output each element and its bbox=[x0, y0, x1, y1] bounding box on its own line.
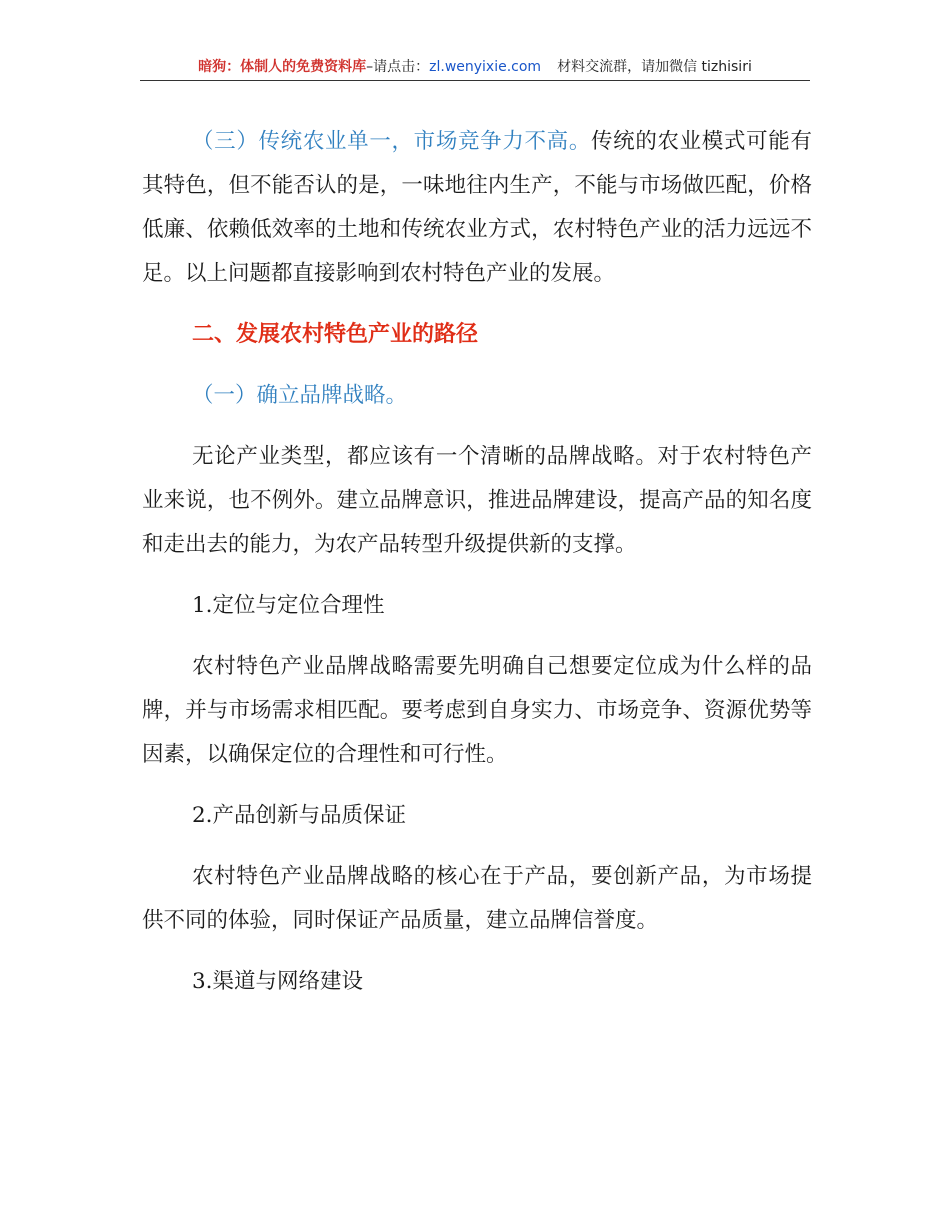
section-3-body: 传统的农业模式可能有其特色，但不能否认的是，一味地往内生产，不能与市场做匹配，价格低廉、依赖低效率的土地和传统农业方式，农村特色产业的活力远远不足。以上问题都直接影响到农村特色产业的发展。 bbox=[142, 129, 812, 286]
header-link[interactable]: zl.wenyixie.com bbox=[429, 59, 542, 75]
brand-strategy-title: （一）确立品牌战略。 bbox=[192, 383, 408, 408]
item-3-title: 3.渠道与网络建设 bbox=[192, 969, 364, 994]
item-2-title: 2.产品创新与品质保证 bbox=[192, 803, 407, 828]
header-brand: 暗狗：体制人的免费资料库 bbox=[198, 59, 367, 75]
header-prompt: –请点击： bbox=[366, 59, 430, 75]
item-1-body: 农村特色产业品牌战略需要先明确自己想要定位成为什么样的品牌，并与市场需求相匹配。要考虑到自身实力、市场竞争、资源优势等因素，以确保定位的合理性和可行性。 bbox=[142, 654, 812, 767]
chapter-2-heading: 二、发展农村特色产业的路径 bbox=[192, 322, 479, 347]
page-header bbox=[140, 56, 810, 81]
header-contact: 材料交流群，请加微信 tizhisiri bbox=[557, 59, 752, 75]
brand-strategy-intro: 无论产业类型，都应该有一个清晰的品牌战略。对于农村特色产业来说，也不例外。建立品牌意识，推进品牌建设，提高产品的知名度和走出去的能力，为农产品转型升级提供新的支撑。 bbox=[142, 444, 812, 557]
section-3-title: （三）传统农业单一，市场竞争力不高。 bbox=[192, 129, 591, 154]
section-3-paragraph bbox=[142, 120, 812, 296]
item-2-body: 农村特色产业品牌战略的核心在于产品，要创新产品，为市场提供不同的体验，同时保证产品质量，建立品牌信誉度。 bbox=[142, 864, 812, 933]
item-1-title: 1.定位与定位合理性 bbox=[192, 593, 385, 618]
document-body bbox=[142, 120, 812, 1004]
